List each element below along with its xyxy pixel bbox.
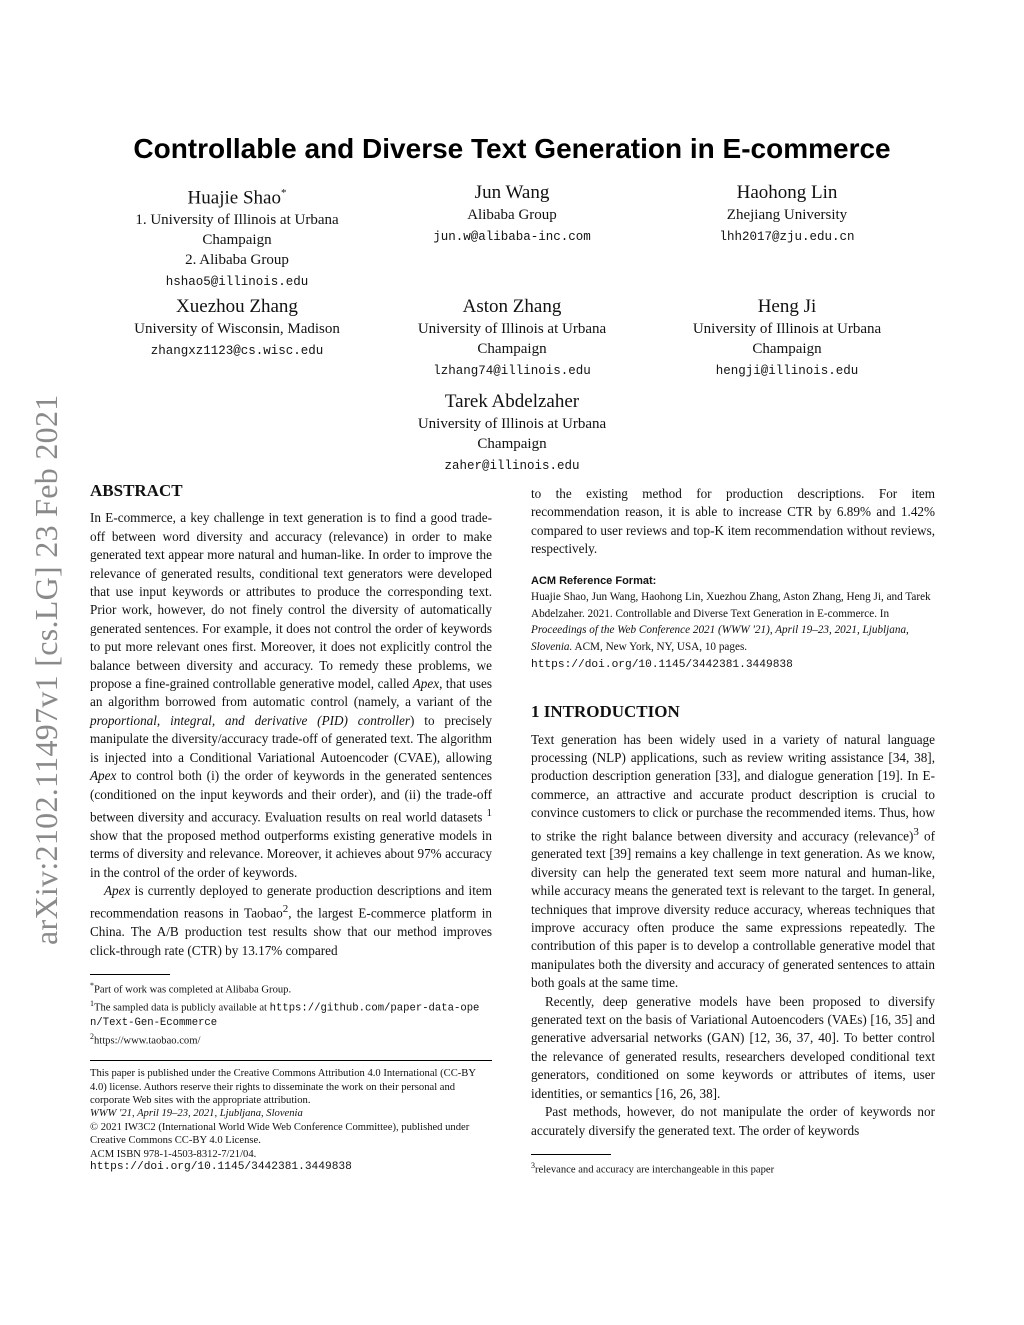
footnote-rule: [90, 974, 170, 975]
author-affiliation: Alibaba Group: [467, 207, 557, 223]
license-rule: [90, 1060, 492, 1061]
author-name: Haohong Lin: [736, 182, 838, 203]
footnote: *Part of work was completed at Alibaba Group.: [90, 980, 292, 996]
author-block: [372, 391, 652, 476]
footnotes-right: [531, 1154, 935, 1177]
copyright-text: © 2021 IW3C2 (International World Wide Web Conference Committee), published under Creative Commons CC-BY 4.0 License.: [90, 1121, 470, 1147]
author-affiliation: 2. Alibaba Group: [185, 252, 289, 269]
author-affiliation: University of Illinois at Urbana: [692, 321, 882, 337]
author-affiliation: University of Illinois at Urbana: [417, 321, 607, 337]
left-column: [90, 482, 492, 1174]
author-affiliation: University of Illinois at Urbana: [417, 416, 607, 432]
footnote-rule: [531, 1154, 611, 1155]
footnote-ref[interactable]: 3: [913, 825, 919, 838]
author-email[interactable]: hshao5@illinois.edu: [165, 275, 309, 290]
author-affiliation: University of Wisconsin, Madison: [134, 321, 340, 337]
footnote-url-link[interactable]: https://www.taobao.com/: [94, 1035, 201, 1047]
right-column: [531, 485, 935, 1177]
author-email[interactable]: zaher@illinois.edu: [444, 459, 580, 473]
author-email[interactable]: lhh2017@zju.edu.cn: [719, 230, 855, 244]
abstract-paragraph: In E-commerce, a key challenge in text generation is to find a good trade-off between word diversity and accuracy (relevance) in order to make generated text appear more natural and human-like. In order to improve the relevance of generated results, conditional text generators were developed that use input keywords or attributes to produce the corresponding text. Prior work, however, do not finely control the diversity of automatically generated sentences. For example, it does not control the order of keywords to put more relevant ones first. Moreover, it does not explicitly control the balance between diversity and accuracy. To remedy these problems, we propose a fine-grained controllable generative model, called Apex, that uses an algorithm borrowed from automatic control (namely, a variant of the proportional, integral, and derivative (PID) controller) to precisely manipulate the diversity/accuracy trade-off of generated text. The algorithm is injected into a Conditional Variational Autoencoder (CVAE), allowing Apex to control both (i) the order of keywords in the generated sentences (conditioned on the input keywords and their order), and (ii) the trade-off between diversity and accuracy. Evaluation results on real world datasets $^1$ show that the proposed method outperforms existing generative models in terms of diversity and relevance. Moreover, it achieves about 97% accuracy in the control of the order of keywords.: [90, 510, 492, 880]
author-block: [97, 296, 377, 361]
author-block: [647, 296, 927, 381]
conference-venue: WWW '21, April 19–23, 2021, Ljubljana, Slovenia: [90, 1108, 303, 1120]
footnote-ref[interactable]: 2: [282, 903, 289, 916]
footnote: $^3$relevance and accuracy are interchangeable in this paper: [531, 1160, 775, 1176]
author-block: [372, 296, 652, 381]
author-email[interactable]: zhangxz1123@cs.wisc.edu: [150, 344, 324, 358]
footnote-ref[interactable]: 1: [486, 806, 492, 819]
author-name: Jun Wang: [474, 182, 550, 203]
abstract-continuation: to the existing method for production descriptions. For item recommendation reason, it is able to increase CTR by 6.89% and 1.42% compared to user reviews and top-K item recommendation without reviews, respectively.: [531, 486, 935, 557]
author-affiliation: Champaign: [202, 232, 272, 249]
section-heading-introduction: 1 INTRODUCTION: [531, 702, 680, 722]
intro-paragraph: Text generation has been widely used in a variety of natural language processing (NLP) applications, such as review writing assistance [34, 38], production description generation [33], and dialogue generation [19]. In E-commerce, an attractive and accurate product description is crucial to convince customers to click or purchase the recommended items. Thus, how to strike the right balance between diversity and accuracy (relevance)$^3$ of generated text [39] remains a key challenge in text generation. As we know, diversity can help the generated text seem more natural and human-like, while accuracy means the generated text is relevant to the target. In general, techniques that improve diversity reduce accuracy, whereas techniques that improve accuracy often produce the same expressions repeatedly. The contribution of this paper is to develop a controllable generative model that manipulates both the diversity and accuracy of generated sentences to attain both goals at the same time.: [531, 731, 935, 991]
arxiv-identifier-stamp: arXiv:2102.11497v1 [cs.LG] 23 Feb 2021: [28, 394, 64, 945]
acm-reference-text: Huajie Shao, Jun Wang, Haohong Lin, Xuezhou Zhang, Aston Zhang, Heng Ji, and Tarek Abdelzaher. 2021. Controllable and Diverse Text Generation in E-commerce. In Proceedings of the Web Conference 2021 (WWW '21), April 19–23, 2021, Ljubljana, Slovenia. ACM, New York, NY, USA, 10 pages. https://doi.org/10.1145/3442381.3449838: [531, 591, 931, 671]
license-text: This paper is published under the Creative Commons Attribution 4.0 International (CC-BY 4.0) license. Authors reserve their rights to disseminate the work on their personal and corporate Web sites with the appropriate attribution.: [90, 1068, 476, 1106]
author-block: [97, 182, 377, 292]
author-name: Aston Zhang: [462, 296, 562, 317]
footnote-url-link[interactable]: https://github.com/paper-data-open/Text-Gen-Ecommerce: [90, 1002, 480, 1029]
author-name: Huajie Shao*: [187, 187, 287, 209]
author-affiliation: Champaign: [477, 436, 547, 452]
author-email[interactable]: hengji@illinois.edu: [715, 364, 859, 378]
doi-link[interactable]: https://doi.org/10.1145/3442381.3449838: [90, 1161, 352, 1173]
author-block: [372, 182, 652, 247]
author-affiliation: Champaign: [752, 341, 822, 357]
author-block: [647, 182, 927, 247]
author-affiliation: Champaign: [477, 341, 547, 357]
footnotes-left: [90, 974, 492, 1174]
acm-reference-format: [531, 573, 935, 674]
acm-reference-label: ACM Reference Format:: [531, 574, 657, 587]
author-email[interactable]: jun.w@alibaba-inc.com: [433, 230, 591, 244]
author-name: Heng Ji: [757, 296, 817, 317]
intro-paragraph: Recently, deep generative models have been proposed to diversify generated text on the basis of Variational Autoencoders (VAEs) [16, 35] and generative adversarial networks (GAN) [12, 36, 37, 40]. To better control the relevance of generated results, researchers developed conditional text generators, conditioned on some keywords or attributes of items, user identities, or semantics [16, 26, 38].: [531, 993, 935, 1101]
author-affiliation: Zhejiang University: [726, 207, 848, 223]
author-name: Tarek Abdelzaher: [444, 391, 580, 412]
footnote: $^1$The sampled data is publicly available at https://github.com/paper-data-open/Text-Gen-Ecommerce: [90, 998, 480, 1029]
acm-isbn: ACM ISBN 978-1-4503-8312-7/21/04.: [90, 1148, 257, 1160]
paper-title: Controllable and Diverse Text Generation in E-commerce: [133, 133, 891, 164]
author-email[interactable]: lzhang74@illinois.edu: [433, 364, 591, 378]
author-affiliation: 1. University of Illinois at Urbana: [135, 212, 339, 229]
footnote: $^2$https://www.taobao.com/: [90, 1032, 201, 1047]
abstract-paragraph: Apex is currently deployed to generate production descriptions and item recommendation reasons in Taobao$^2$, the largest E-commerce platform in China. The A/B production test results show that our method improves click-through rate (CTR) by 13.17% compared: [90, 882, 492, 958]
author-name: Xuezhou Zhang: [176, 296, 298, 317]
doi-link[interactable]: https://doi.org/10.1145/3442381.3449838: [531, 658, 793, 671]
abstract-heading: ABSTRACT: [90, 481, 183, 500]
intro-paragraph: Past methods, however, do not manipulate the order of keywords nor accurately diversify the generated text. The order of keywords: [531, 1104, 935, 1138]
